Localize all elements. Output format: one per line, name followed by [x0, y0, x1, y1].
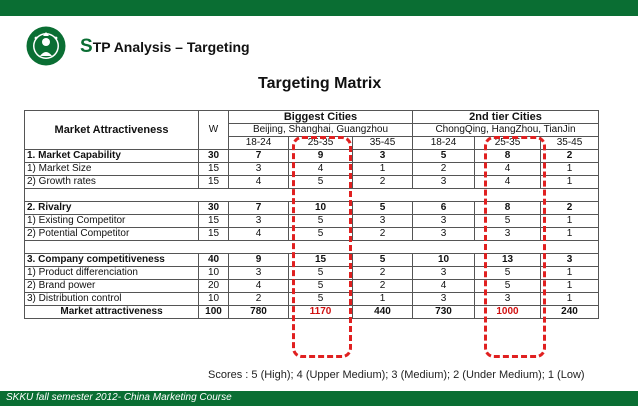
score-cell: 1 [541, 280, 599, 293]
header-group-name: 2nd tier Cities [413, 111, 599, 124]
score-cell: 9 [229, 254, 289, 267]
score-cell: 10 [289, 202, 353, 215]
score-cell: 4 [229, 228, 289, 241]
score-cell: 5 [289, 280, 353, 293]
score-cell: 5 [475, 280, 541, 293]
item-label: 1) Product differenciation [25, 267, 199, 280]
header-age-group: 25-35 [475, 137, 541, 150]
score-cell: 5 [289, 228, 353, 241]
total-score: 780 [229, 306, 289, 319]
score-cell: 4 [413, 280, 475, 293]
score-cell: 1 [541, 267, 599, 280]
scores-legend: Scores : 5 (High); 4 (Upper Medium); 3 (Medium); 2 (Under Medium); 1 (Low) [208, 369, 585, 381]
score-cell: 7 [229, 202, 289, 215]
score-cell: 4 [229, 176, 289, 189]
score-cell: 3 [229, 267, 289, 280]
score-cell: 3 [413, 267, 475, 280]
weight-cell: 10 [199, 267, 229, 280]
starbucks-logo-icon [26, 26, 66, 66]
footer-text: SKKU fall semester 2012- China Marketing Course [6, 392, 232, 403]
item-label: 2) Brand power [25, 280, 199, 293]
weight-cell: 15 [199, 163, 229, 176]
score-cell: 9 [289, 150, 353, 163]
score-cell: 2 [353, 228, 413, 241]
score-cell: 5 [289, 215, 353, 228]
score-cell: 4 [229, 280, 289, 293]
header-group-cities: ChongQing, HangZhou, TianJin [413, 124, 599, 137]
slide-title: STP Analysis – Targeting [80, 36, 250, 57]
score-cell: 5 [475, 267, 541, 280]
top-bar [0, 0, 638, 16]
score-cell: 5 [353, 254, 413, 267]
total-score-highlighted: 1000 [475, 306, 541, 319]
score-cell: 5 [289, 176, 353, 189]
header-group-cities: Beijing, Shanghai, Guangzhou [229, 124, 413, 137]
score-cell: 1 [541, 228, 599, 241]
score-cell: 3 [475, 228, 541, 241]
score-cell: 1 [353, 163, 413, 176]
footer-bar [0, 391, 638, 406]
header-age-group: 35-45 [541, 137, 599, 150]
score-cell: 3 [229, 163, 289, 176]
score-cell: 1 [541, 293, 599, 306]
score-cell: 15 [289, 254, 353, 267]
score-cell: 3 [475, 293, 541, 306]
score-cell: 10 [413, 254, 475, 267]
header-market-attractiveness: Market Attractiveness [25, 111, 199, 150]
item-label: 3) Distribution control [25, 293, 199, 306]
header-group-name: Biggest Cities [229, 111, 413, 124]
score-cell: 1 [353, 293, 413, 306]
score-cell: 7 [229, 150, 289, 163]
total-score: 440 [353, 306, 413, 319]
section-label: 3. Company competitiveness [25, 254, 199, 267]
highlight-box-biggest-25-35 [292, 136, 352, 358]
score-cell: 4 [475, 163, 541, 176]
total-score: 240 [541, 306, 599, 319]
section-label: 1. Market Capability [25, 150, 199, 163]
score-cell: 3 [413, 176, 475, 189]
score-cell: 13 [475, 254, 541, 267]
weight-cell: 15 [199, 215, 229, 228]
score-cell: 5 [289, 293, 353, 306]
score-cell: 2 [541, 202, 599, 215]
score-cell: 5 [413, 150, 475, 163]
score-cell: 2 [353, 176, 413, 189]
header-weight: W [199, 111, 229, 150]
score-cell: 2 [229, 293, 289, 306]
score-cell: 5 [475, 215, 541, 228]
highlight-box-2nd-tier-25-35 [484, 136, 546, 358]
matrix-title: Targeting Matrix [258, 75, 382, 92]
weight-cell: 15 [199, 176, 229, 189]
score-cell: 8 [475, 150, 541, 163]
score-cell: 4 [289, 163, 353, 176]
score-cell: 5 [353, 202, 413, 215]
score-cell: 2 [353, 280, 413, 293]
score-cell: 4 [475, 176, 541, 189]
score-cell: 3 [229, 215, 289, 228]
score-cell: 3 [353, 150, 413, 163]
score-cell: 5 [289, 267, 353, 280]
header-age-group: 25-35 [289, 137, 353, 150]
weight-cell: 30 [199, 150, 229, 163]
item-label: 2) Growth rates [25, 176, 199, 189]
item-label: 2) Potential Competitor [25, 228, 199, 241]
weight-cell: 15 [199, 228, 229, 241]
item-label: 1) Existing Competitor [25, 215, 199, 228]
total-score-highlighted: 1170 [289, 306, 353, 319]
item-label: 1) Market Size [25, 163, 199, 176]
weight-cell: 30 [199, 202, 229, 215]
score-cell: 6 [413, 202, 475, 215]
total-weight: 100 [199, 306, 229, 319]
score-cell: 1 [541, 215, 599, 228]
header-age-group: 18-24 [229, 137, 289, 150]
weight-cell: 40 [199, 254, 229, 267]
header-age-group: 18-24 [413, 137, 475, 150]
score-cell: 2 [353, 267, 413, 280]
header-age-group: 35-45 [353, 137, 413, 150]
score-cell: 3 [413, 215, 475, 228]
score-cell: 3 [353, 215, 413, 228]
section-label: 2. Rivalry [25, 202, 199, 215]
total-score: 730 [413, 306, 475, 319]
score-cell: 3 [413, 228, 475, 241]
weight-cell: 20 [199, 280, 229, 293]
header-row [25, 111, 599, 124]
weight-cell: 10 [199, 293, 229, 306]
score-cell: 1 [541, 176, 599, 189]
score-cell: 2 [541, 150, 599, 163]
score-cell: 3 [413, 293, 475, 306]
score-cell: 1 [541, 163, 599, 176]
total-label: Market attractiveness [25, 306, 199, 319]
score-cell: 8 [475, 202, 541, 215]
score-cell: 3 [541, 254, 599, 267]
score-cell: 2 [413, 163, 475, 176]
